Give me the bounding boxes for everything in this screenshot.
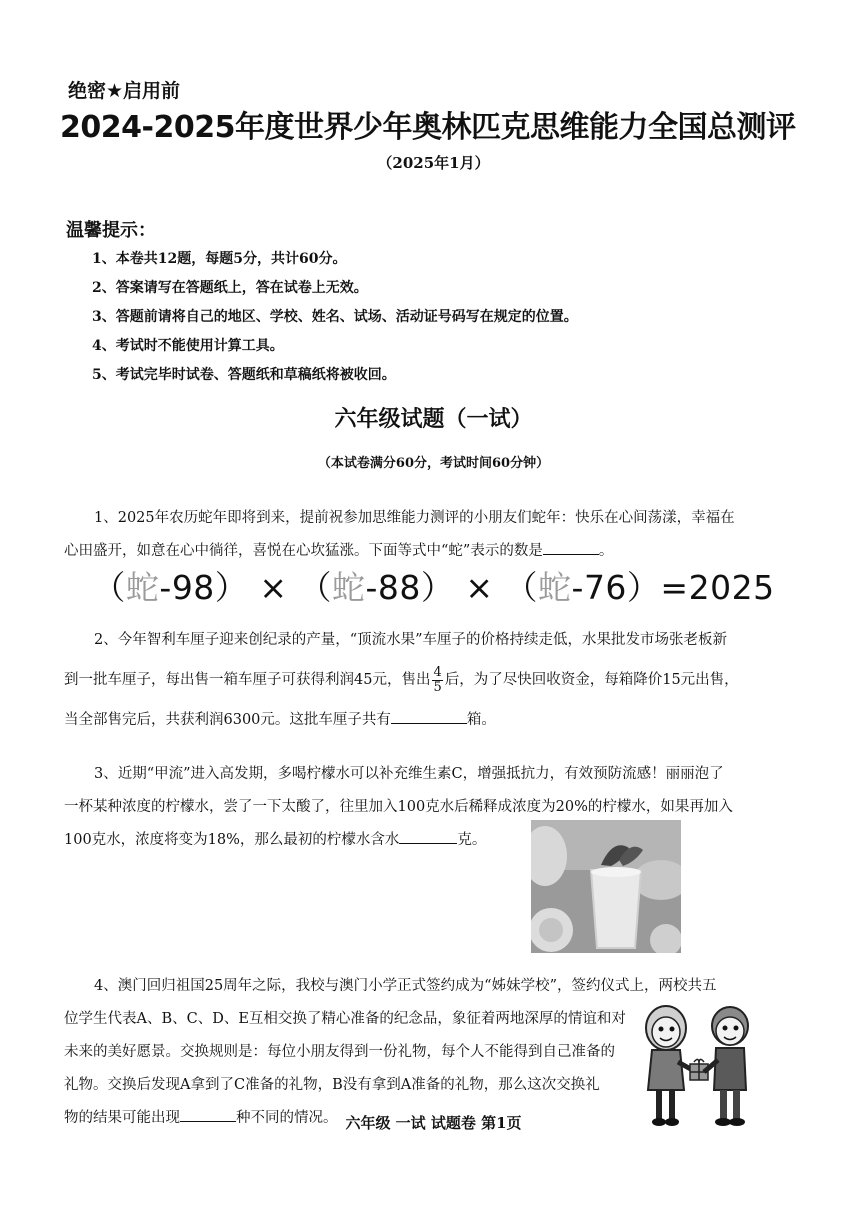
- eq-paren: （: [298, 568, 332, 607]
- fraction-numerator: 4: [433, 664, 442, 680]
- exam-note: （本试卷满分60分，考试时间60分钟）: [317, 456, 550, 471]
- q4-line1: 4、澳门回归祖国25周年之际，我校与澳门小学正式签约成为“姊妹学校”，签约仪式上，两校共五: [94, 978, 717, 994]
- eq-term: -88）: [365, 568, 455, 607]
- eq-times: ×: [465, 568, 494, 607]
- q4-line4: 礼物。交换后发现A拿到了C准备的礼物，B没有拿到A准备的礼物，那么这次交换礼: [64, 1077, 600, 1093]
- eq-term: -76）=2025: [571, 568, 775, 607]
- q3-line1: 3、近期“甲流”进入高发期，多喝柠檬水可以补充维生素C，增强抵抗力，有效预防流感！丽丽泡了: [94, 766, 724, 782]
- q1-line1: 1、2025年农历蛇年即将到来，提前祝参加思维能力测评的小朋友们蛇年：快乐在心间荡漾，幸福在: [94, 510, 735, 526]
- eq-paren: （: [92, 568, 126, 607]
- q1-line2-end: 。: [598, 543, 614, 559]
- q2-line2-end: 后，为了尽快回收资金，每箱降价15元出售，: [444, 672, 739, 688]
- q3-line3-text: 100克水，浓度将变为18%，那么最初的柠檬水含水: [64, 832, 400, 848]
- page-title: 2024-2025年度世界少年奥林匹克思维能力全国总测评: [60, 110, 796, 145]
- children-gift-illustration: [632, 1000, 768, 1130]
- q2-line3-end: 箱。: [466, 712, 496, 728]
- answer-blank: [543, 540, 599, 555]
- section-title: 六年级试题（一试）: [334, 407, 533, 432]
- q3-line2: 一杯某种浓度的柠檬水，尝了一下太酸了，往里加入100克水后稀释成浓度为20%的柠檬水，如果再加入: [64, 799, 733, 815]
- eq-times: ×: [259, 568, 288, 607]
- tip-item: 3、答题前请将自己的地区、学校、姓名、试场、活动证号码写在规定的位置。: [92, 309, 578, 325]
- equation: [0, 562, 867, 609]
- question-4: [64, 970, 717, 1135]
- snake-char: 蛇: [331, 568, 366, 607]
- tip-item: 2、答案请写在答题纸上，答在试卷上无效。: [92, 280, 368, 296]
- eq-term: -98）: [159, 568, 249, 607]
- q2-line2-text: 到一批车厘子，每出售一箱车厘子可获得利润45元，售出: [64, 672, 431, 688]
- q2-line3-text: 当全部售完后，共获利润6300元。这批车厘子共有: [64, 712, 391, 728]
- q4-line2: 位学生代表A、B、C、D、E互相交换了精心准备的纪念品，象征着两地深厚的情谊和对: [64, 1011, 626, 1027]
- page-footer: 六年级 一试 试题卷 第1页: [345, 1114, 522, 1132]
- answer-blank: [391, 709, 467, 724]
- q4-line5-text: 物的结果可能出现: [64, 1110, 180, 1126]
- question-2: [64, 620, 764, 740]
- q3-line3-end: 克。: [457, 832, 487, 848]
- q2-line3: [64, 700, 764, 740]
- q2-line2: [64, 660, 764, 700]
- tips-heading: 温馨提示：: [66, 220, 156, 241]
- q1-line2-text: 心田盛开，如意在心中徜徉，喜悦在心坎猛涨。下面等式中“蛇”表示的数是: [64, 543, 543, 559]
- fraction: [432, 666, 442, 695]
- question-1: [64, 502, 764, 568]
- snake-char: 蛇: [538, 568, 572, 607]
- fraction-denominator: 5: [433, 679, 442, 695]
- answer-blank: [399, 829, 457, 844]
- q4-line3: 未来的美好愿景。交换规则是：每位小朋友得到一份礼物，每个人不能得到自己准备的: [64, 1044, 615, 1060]
- tip-item: 4、考试时不能使用计算工具。: [92, 338, 284, 354]
- confidential-label: 绝密★启用前: [68, 80, 181, 102]
- tip-item: 5、考试完毕时试卷、答题纸和草稿纸将被收回。: [92, 367, 396, 383]
- exam-date: （2025年1月）: [377, 154, 490, 172]
- lemon-water-photo: [531, 820, 681, 953]
- q4-line5-end: 种不同的情况。: [236, 1110, 338, 1126]
- snake-char: 蛇: [125, 568, 160, 607]
- q2-line1: 2、今年智利车厘子迎来创纪录的产量，“顶流水果”车厘子的价格持续走低，水果批发市场张老板新: [94, 632, 728, 648]
- eq-paren: （: [504, 568, 539, 607]
- tip-item: 1、本卷共12题，每题5分，共计60分。: [92, 251, 347, 267]
